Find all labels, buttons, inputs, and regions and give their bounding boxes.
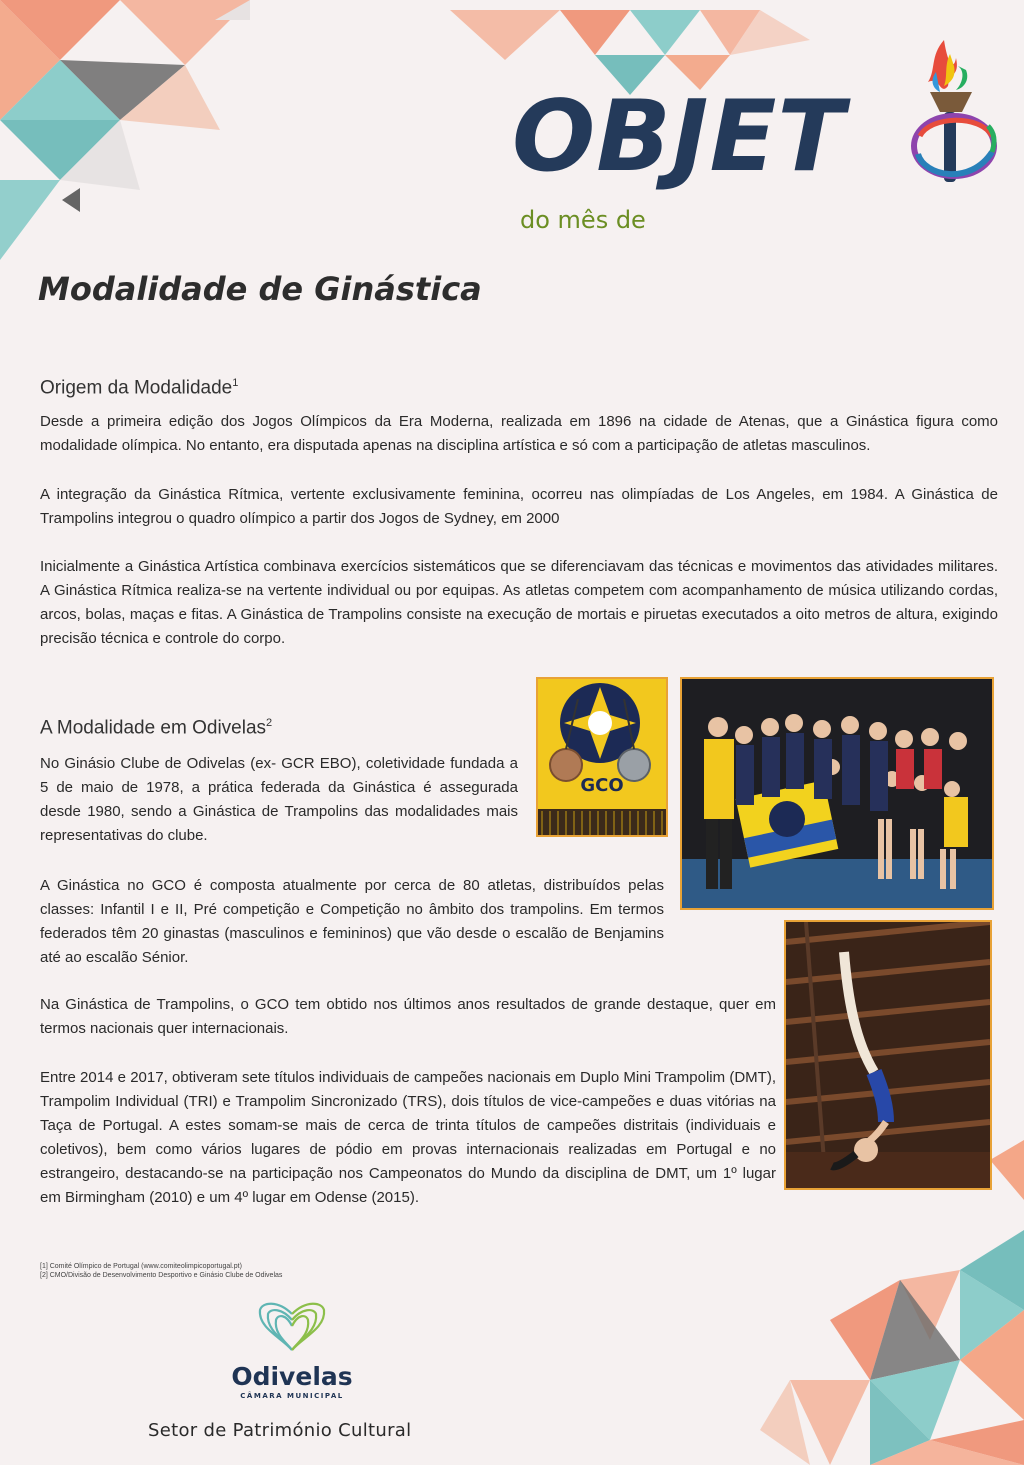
logo-word: OBJET (512, 80, 846, 194)
section-heading-text: Origem da Modalidade (40, 377, 233, 399)
gymnast-image (786, 922, 990, 1188)
flag-medals-photo (536, 677, 668, 837)
paragraph: A Ginástica no GCO é composta atualmente por cerca de 80 atletas, distribuídos pelas classes: Infantil I e II, Pré competição e Competição no âmbito dos trampolins. Em termos federados têm 20 ginastas (masculinos e femininos) que vão desde o escalão de Benjamins até ao escalão Sénior. (40, 877, 664, 966)
page-title: Modalidade de Ginástica (38, 270, 482, 308)
section-heading-text: A Modalidade em Odivelas (40, 717, 267, 739)
olympic-torch-icon (900, 36, 1000, 196)
paragraph: Entre 2014 e 2017, obtiveram sete títulos individuais de campeões nacionais em Duplo Mini Trampolim (DMT), Trampolim Individual (TRI) e Trampolim Sincronizado (TRS), dois títulos de vice-campeões e duas vitórias na Taça de Portugal. A estes somam-se mais de cerca de trinta títulos de campeões distritais (individuais e coletivos), bem como vários lugares de pódio em provas internacionais realizadas em Portugal e no estrangeiro, destacando-se na participação nos Campeonatos do Mundo da disciplina de DMT, um 1º lugar em Birmingham (2010) e um 4º lugar em Odense (2015). (40, 1069, 776, 1206)
paragraph: No Ginásio Clube de Odivelas (ex- GCR EBO), coletividade fundada a 5 de maio de 1978, a prática federada da Ginástica é assegurada desde 1980, sendo a Ginástica de Trampolins das modalidades mais representativas do clube. (40, 755, 518, 844)
footnote: [1] Comité Olímpico de Portugal (www.comiteolimpicoportugal.pt) (40, 1263, 242, 1270)
section-heading-odivelas (40, 717, 272, 739)
logo-subtitle: do mês de (520, 206, 646, 234)
paragraph: A integração da Ginástica Rítmica, vertente exclusivamente feminina, ocorreu nas olimpíadas de Los Angeles, em 1984. A Ginástica de Trampolins integrou o quadro olímpico a partir dos Jogos de Sydney, em 2000 (40, 486, 998, 527)
brand-name: Odivelas (231, 1362, 353, 1391)
trampoline-gymnast-photo (784, 920, 992, 1190)
department-label: Setor de Património Cultural (148, 1420, 412, 1441)
flag-text: GCO (580, 775, 624, 796)
footnotes (40, 1262, 282, 1280)
footnote-ref: 1 (232, 377, 239, 389)
paragraph: Na Ginástica de Trampolins, o GCO tem obtido nos últimos anos resultados de grande destaque, quer em termos nacionais quer internacionais. (40, 996, 776, 1037)
flag-medals-image (538, 679, 666, 835)
paragraph: Desde a primeira edição dos Jogos Olímpicos da Era Moderna, realizada em 1896 na cidade de Atenas, que a Ginástica figura como modalidade olímpica. No entanto, era disputada apenas na disciplina artística e só com a participação de atletas masculinos. (40, 413, 998, 454)
section-heading-origem (40, 377, 238, 399)
team-group-photo (680, 677, 994, 910)
team-group-image (682, 679, 992, 908)
footnote-ref: 2 (266, 717, 273, 729)
objeto-logo (512, 36, 1012, 246)
brand-subtitle: CÂMARA MUNICIPAL (240, 1392, 344, 1400)
footnote: [2] CMO/Divisão de Desenvolvimento Desportivo e Ginásio Clube de Odivelas (40, 1272, 283, 1279)
paragraph: Inicialmente a Ginástica Artística combinava exercícios sistemáticos que se diferenciavam das técnicas e movimentos das atividades militares. A Ginástica Rítmica realiza-se na vertente individual ou por equipas. As atletas competem com acompanhamento de música utilizando cordas, arcos, bolas, maças e fitas. A Ginástica de Trampolins consiste na execução de mortais e piruetas executados a oito metros de altura, exigindo precisão técnica e controle do corpo. (40, 558, 998, 647)
